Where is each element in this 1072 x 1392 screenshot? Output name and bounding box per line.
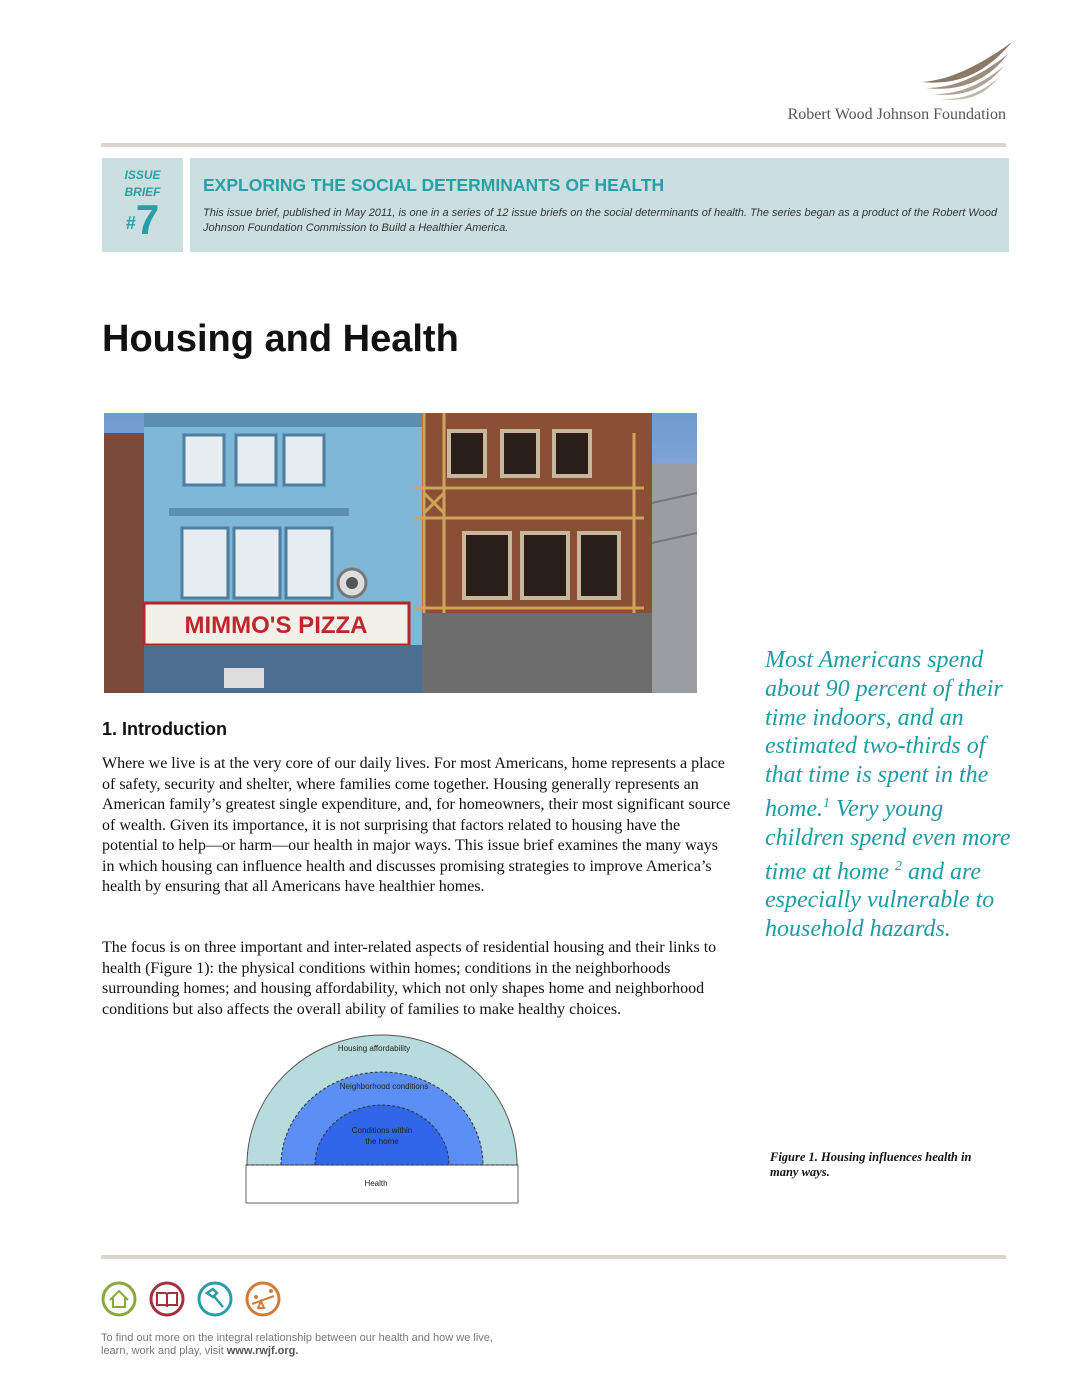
- footer-text: To find out more on the integral relationship between our health and how we live, learn, work and play, visit www.rwjf.org.: [101, 1332, 493, 1357]
- housing-health-diagram: [245, 1030, 520, 1205]
- series-title: EXPLORING THE SOCIAL DETERMINANTS OF HEALTH: [203, 175, 665, 195]
- hammer-icon: [199, 1283, 231, 1315]
- issue-brief-tab: [102, 158, 183, 252]
- figure-caption: Figure 1. Housing influences health in many ways.: [770, 1150, 972, 1179]
- issue-number: #7: [125, 196, 160, 243]
- book-icon: [151, 1283, 183, 1315]
- intro-paragraph-1: Where we live is at the very core of our daily lives. For most Americans, home represents a place of safety, security and shelter, where families come together. Housing generally represents an American family’s greatest single expenditure, and, for homeowners, their most significant source of wealth. Given its importance, it is not surprising that factors related to housing have the potential to help—or harm—our health in major ways. This issue brief examines the many ways in which housing can influence health and discusses promising strategies to improve America’s health by ensuring that all Americans have healthier homes.: [102, 755, 731, 895]
- base-label: Health: [364, 1179, 388, 1188]
- outer-label: Housing affordability: [337, 1044, 411, 1053]
- pizza-sign-text: MIMMO'S PIZZA: [184, 612, 368, 639]
- inner-label-line1: Conditions within: [351, 1126, 413, 1135]
- intro-paragraph-2: The focus is on three important and inter-related aspects of residential housing and their links to health (Figure 1): the physical conditions within homes; conditions in the neighborhoods surrounding homes; and housing affordability, which not only shapes home and neighborhood conditions but also affects the overall ability of families to make healthy choices.: [102, 939, 717, 1018]
- header-rule: [101, 143, 1006, 147]
- inner-label-line2: the home: [365, 1137, 399, 1146]
- house-icon: [103, 1283, 135, 1315]
- pull-quote: Most Americans spend about 90 percent of their time indoors, and an estimated two-thirds of that time is spent in the home.$^1$ Very young children spend even more time at home $^2$ and are especially vulnerable to household hazards.: [765, 647, 1011, 943]
- rwjf-link[interactable]: www.rwjf.org.: [226, 1345, 299, 1357]
- building-photo: [104, 413, 697, 693]
- series-description: This issue brief, published in May 2011, is one in a series of 12 issue briefs on the social determinants of health. The series began as a product of the Robert Wood Johnson Foundation Commission to Build a Healthier America.: [203, 207, 998, 234]
- footer-icons: [101, 1279, 301, 1319]
- middle-label: Neighborhood conditions: [339, 1082, 429, 1091]
- seesaw-icon: [247, 1283, 279, 1315]
- issue-brief-banner: [190, 158, 1009, 252]
- footer-rule: [101, 1255, 1006, 1259]
- brief-label: BRIEF: [124, 185, 161, 199]
- rwjf-wing-logo: [918, 40, 1014, 102]
- page-title: Housing and Health: [102, 318, 459, 360]
- issue-label: ISSUE: [124, 168, 161, 182]
- org-name: Robert Wood Johnson Foundation: [787, 106, 1006, 123]
- section-heading: 1. Introduction: [102, 719, 227, 739]
